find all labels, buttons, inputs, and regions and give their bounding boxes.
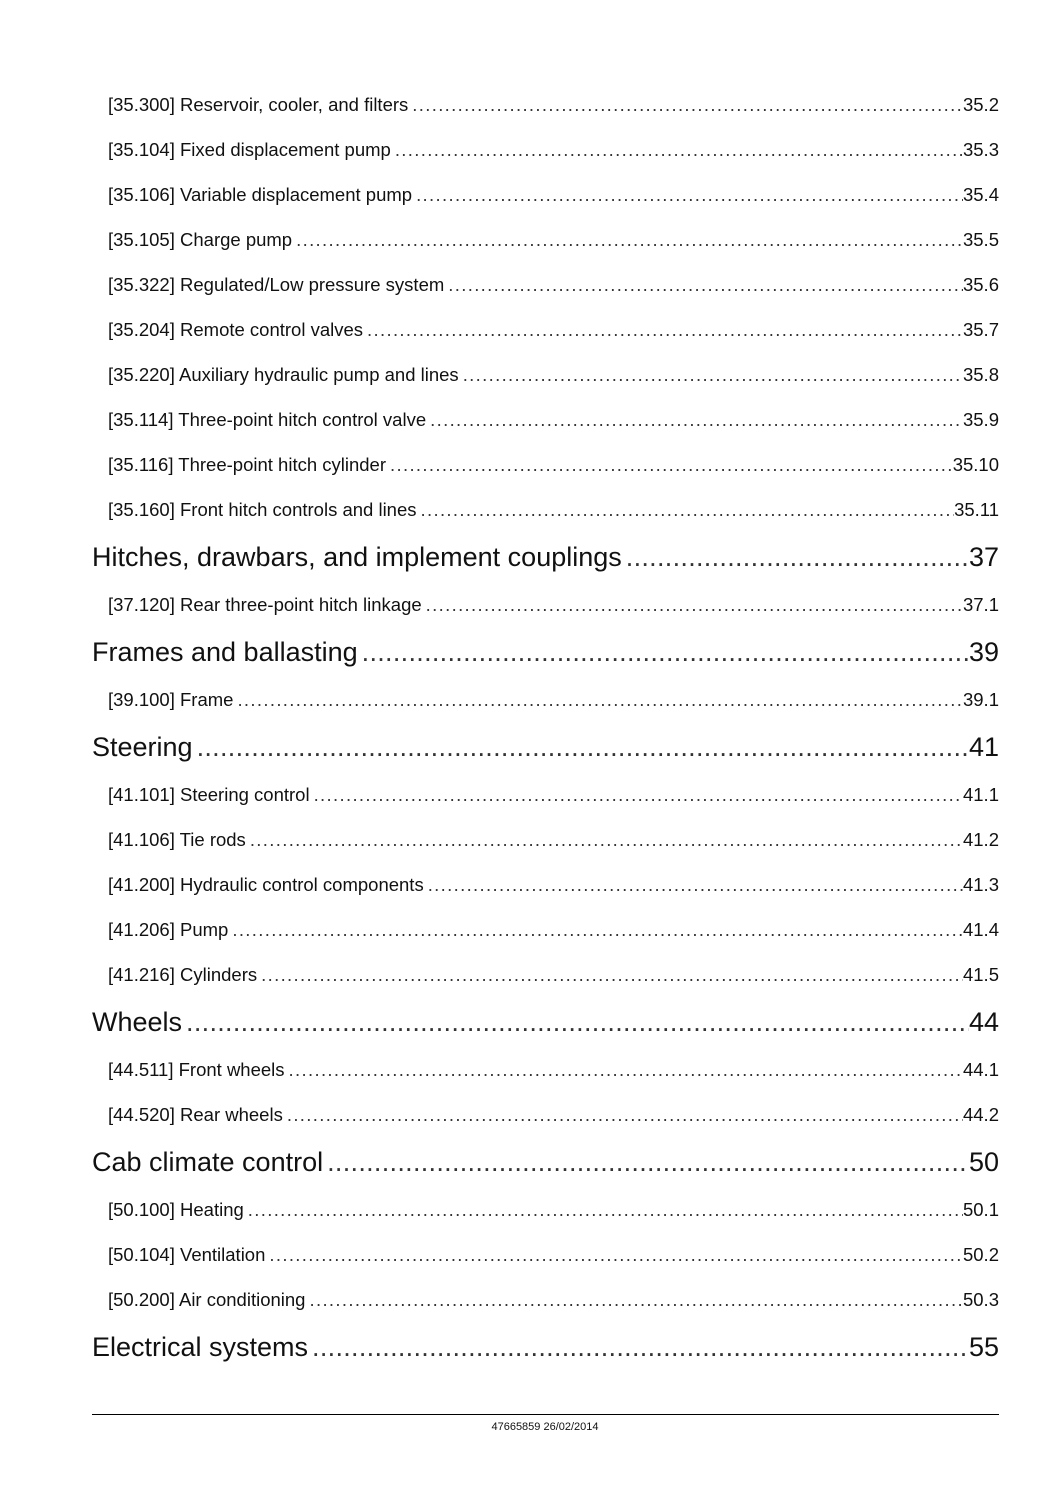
toc-entry-label: [35.322] Regulated/Low pressure system — [108, 274, 445, 295]
toc-subsection-entry[interactable] — [92, 307, 999, 352]
toc-entry-label: Frames and ballasting — [92, 637, 358, 667]
toc-section-entry[interactable] — [92, 627, 999, 677]
toc-subsection-entry[interactable] — [92, 677, 999, 722]
toc-entry-label: Electrical systems — [92, 1332, 309, 1362]
toc-subsection-entry[interactable] — [92, 1277, 999, 1322]
toc-entry-label: [41.101] Steering control — [108, 784, 310, 805]
table-of-contents — [92, 82, 999, 1372]
toc-subsection-entry[interactable] — [92, 217, 999, 262]
toc-leader-dots — [424, 862, 963, 907]
toc-entry-label: [41.200] Hydraulic control components — [108, 874, 424, 895]
toc-entry-label: Cab climate control — [92, 1147, 324, 1177]
toc-leader-dots — [363, 307, 963, 352]
toc-subsection-entry[interactable] — [92, 442, 999, 487]
toc-page-number: 35.9 — [962, 409, 999, 430]
toc-leader-dots — [305, 1277, 963, 1322]
toc-subsection-entry[interactable] — [92, 82, 999, 127]
toc-entry-label: Hitches, drawbars, and implement couplings — [92, 542, 622, 572]
toc-entry-label: Wheels — [92, 1007, 183, 1037]
toc-leader-dots — [358, 627, 969, 677]
toc-leader-dots — [391, 127, 963, 172]
toc-page-number: 50.2 — [962, 1244, 999, 1265]
toc-leader-dots — [386, 442, 953, 487]
toc-subsection-entry[interactable] — [92, 952, 999, 997]
toc-leader-dots — [444, 262, 963, 307]
toc-entry-label: [41.106] Tie rods — [108, 829, 246, 850]
toc-subsection-entry[interactable] — [92, 487, 999, 532]
toc-section-entry[interactable] — [92, 532, 999, 582]
toc-subsection-entry[interactable] — [92, 1187, 999, 1232]
toc-leader-dots — [422, 582, 963, 627]
toc-leader-dots — [193, 722, 969, 772]
toc-page-number: 50.1 — [962, 1199, 999, 1220]
toc-entry-label: [35.106] Variable displacement pump — [108, 184, 413, 205]
toc-leader-dots — [233, 677, 963, 722]
toc-section-entry[interactable] — [92, 1322, 999, 1372]
toc-page-number: 35.7 — [962, 319, 999, 340]
toc-subsection-entry[interactable] — [92, 352, 999, 397]
toc-entry-label: [35.114] Three-point hitch control valve — [108, 409, 427, 430]
toc-subsection-entry[interactable] — [92, 1092, 999, 1137]
toc-leader-dots — [417, 487, 955, 532]
toc-page-number: 35.3 — [962, 139, 999, 160]
toc-subsection-entry[interactable] — [92, 772, 999, 817]
toc-page-number: 41.4 — [962, 919, 999, 940]
toc-entry-label: [35.300] Reservoir, cooler, and filters — [108, 94, 409, 115]
toc-page-number: 41 — [968, 732, 999, 762]
toc-subsection-entry[interactable] — [92, 817, 999, 862]
toc-entry-label: [44.520] Rear wheels — [108, 1104, 283, 1125]
toc-subsection-entry[interactable] — [92, 127, 999, 172]
toc-entry-label: [50.200] Air conditioning — [108, 1289, 306, 1310]
toc-page-number: 41.5 — [962, 964, 999, 985]
toc-page-number: 39 — [968, 637, 999, 667]
toc-page-number: 44 — [968, 1007, 999, 1037]
toc-entry-label: Steering — [92, 732, 193, 762]
toc-page-number: 41.3 — [962, 874, 999, 895]
toc-page-number: 35.6 — [962, 274, 999, 295]
toc-entry-label: [44.511] Front wheels — [108, 1059, 285, 1080]
toc-page-number: 35.2 — [962, 94, 999, 115]
toc-page-number: 35.10 — [952, 454, 999, 475]
toc-entry-label: [37.120] Rear three-point hitch linkage — [108, 594, 422, 615]
toc-page-number: 35.8 — [962, 364, 999, 385]
toc-leader-dots — [265, 1232, 963, 1277]
toc-subsection-entry[interactable] — [92, 397, 999, 442]
toc-section-entry[interactable] — [92, 1137, 999, 1187]
toc-entry-label: [41.216] Cylinders — [108, 964, 258, 985]
toc-leader-dots — [246, 817, 963, 862]
toc-leader-dots — [412, 172, 963, 217]
toc-leader-dots — [285, 1047, 963, 1092]
toc-subsection-entry[interactable] — [92, 582, 999, 627]
toc-leader-dots — [283, 1092, 963, 1137]
toc-leader-dots — [228, 907, 963, 952]
footer-text: 47665859 26/02/2014 — [491, 1421, 599, 1433]
toc-page-number: 35.11 — [954, 499, 999, 520]
toc-page-number: 35.5 — [962, 229, 999, 250]
toc-entry-label: [35.116] Three-point hitch cylinder — [108, 454, 387, 475]
toc-subsection-entry[interactable] — [92, 907, 999, 952]
toc-page-number: 44.1 — [962, 1059, 999, 1080]
toc-entry-label: [41.206] Pump — [108, 919, 229, 940]
toc-entry-label: [35.160] Front hitch controls and lines — [108, 499, 417, 520]
toc-entry-label: [50.104] Ventilation — [108, 1244, 266, 1265]
toc-entry-label: [35.220] Auxiliary hydraulic pump and lines — [108, 364, 459, 385]
toc-section-entry[interactable] — [92, 722, 999, 772]
toc-page-number: 50.3 — [962, 1289, 999, 1310]
toc-page-number: 41.2 — [962, 829, 999, 850]
toc-leader-dots — [426, 397, 963, 442]
toc-page-number: 35.4 — [962, 184, 999, 205]
toc-leader-dots — [257, 952, 963, 997]
toc-leader-dots — [292, 217, 963, 262]
toc-page-number: 44.2 — [962, 1104, 999, 1125]
toc-leader-dots — [182, 997, 969, 1047]
toc-page-number: 41.1 — [962, 784, 999, 805]
toc-page-number: 39.1 — [962, 689, 999, 710]
toc-page-number: 37.1 — [962, 594, 999, 615]
toc-subsection-entry[interactable] — [92, 1047, 999, 1092]
toc-subsection-entry[interactable] — [92, 172, 999, 217]
toc-leader-dots — [244, 1187, 963, 1232]
toc-page-number: 50 — [968, 1147, 999, 1177]
toc-leader-dots — [408, 82, 963, 127]
toc-leader-dots — [308, 1322, 969, 1372]
toc-subsection-entry[interactable] — [92, 262, 999, 307]
toc-leader-dots — [323, 1137, 969, 1187]
toc-page-number: 55 — [968, 1332, 999, 1362]
toc-leader-dots — [310, 772, 963, 817]
toc-entry-label: [35.105] Charge pump — [108, 229, 293, 250]
toc-subsection-entry[interactable] — [92, 1232, 999, 1277]
toc-entry-label: [50.100] Heating — [108, 1199, 244, 1220]
toc-entry-label: [39.100] Frame — [108, 689, 234, 710]
toc-leader-dots — [622, 532, 969, 582]
toc-entry-label: [35.104] Fixed displacement pump — [108, 139, 391, 160]
toc-section-entry[interactable] — [92, 997, 999, 1047]
footer-rule — [92, 1414, 999, 1415]
toc-entry-label: [35.204] Remote control valves — [108, 319, 364, 340]
toc-page-number: 37 — [968, 542, 999, 572]
toc-leader-dots — [459, 352, 963, 397]
toc-subsection-entry[interactable] — [92, 862, 999, 907]
